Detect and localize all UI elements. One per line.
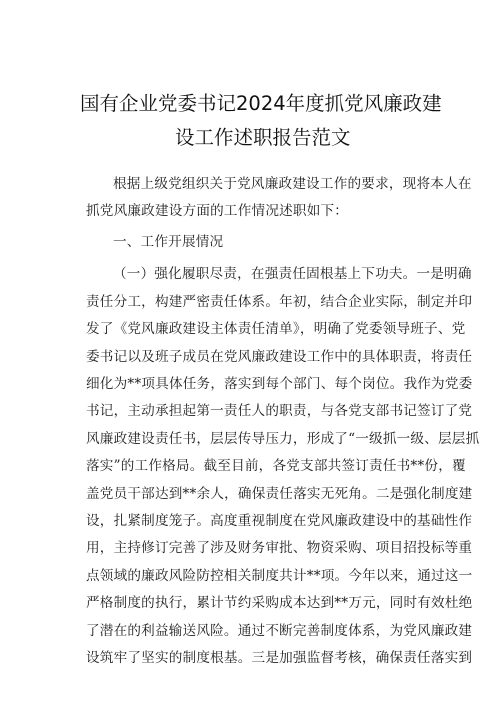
body-line-1: （一）强化履职尽责，在强责任固根基上下功夫。一是明确 <box>113 266 472 282</box>
body-line-7: 风廉政建设责任书，层层传导压力，形成了“一级抓一级、层层抓 <box>86 431 480 447</box>
body-line-15: 设筑牢了坚实的制度根基。三是加强监督考核，确保责任落实到 <box>86 650 473 666</box>
body-line-11: 用，主持修订完善了涉及财务审批、物资采购、项目招投标等重 <box>86 540 473 556</box>
body-line-5: 细化为**项具体任务，落实到每个部门、每个岗位。我作为党委 <box>86 376 473 392</box>
body-line-12: 点领域的廉政风险防控相关制度共计**项。今年以来，通过这一 <box>86 568 473 584</box>
intro-line-2: 抓党风廉政建设方面的工作情况述职如下： <box>86 203 349 219</box>
body-line-9: 盖党员干部达到**余人，确保责任落实无死角。二是强化制度建 <box>86 486 473 502</box>
body-line-13: 严格制度的执行，累计节约采购成本达到**万元，同时有效杜绝 <box>86 595 473 611</box>
body-line-2: 责任分工，构建严密责任体系。年初，结合企业实际，制定并印 <box>86 294 473 310</box>
intro-line-1: 根据上级党组织关于党风廉政建设工作的要求，现将本人在 <box>113 176 472 192</box>
body-line-8: 落实”的工作格局。截至目前，各党支部共签订责任书**份，覆 <box>86 458 466 474</box>
body-line-6: 书记，主动承担起第一责任人的职责，与各党支部书记签订了党 <box>86 403 473 419</box>
body-line-3: 发了《党风廉政建设主体责任清单》，明确了党委领导班子、党 <box>86 321 466 337</box>
document-title-line2: 设工作述职报告范文 <box>175 126 351 149</box>
document-title-line1: 国有企业党委书记2024年度抓党风廉政建 <box>80 92 442 115</box>
body-line-4: 委书记以及班子成员在党风廉政建设工作中的具体职责，将责任 <box>86 349 473 365</box>
body-line-14: 了潜在的利益输送风险。通过不断完善制度体系，为党风廉政建 <box>86 623 473 639</box>
section-heading: 一、工作开展情况 <box>113 234 224 250</box>
body-line-10: 设，扎紧制度笼子。高度重视制度在党风廉政建设中的基础性作 <box>86 513 473 529</box>
